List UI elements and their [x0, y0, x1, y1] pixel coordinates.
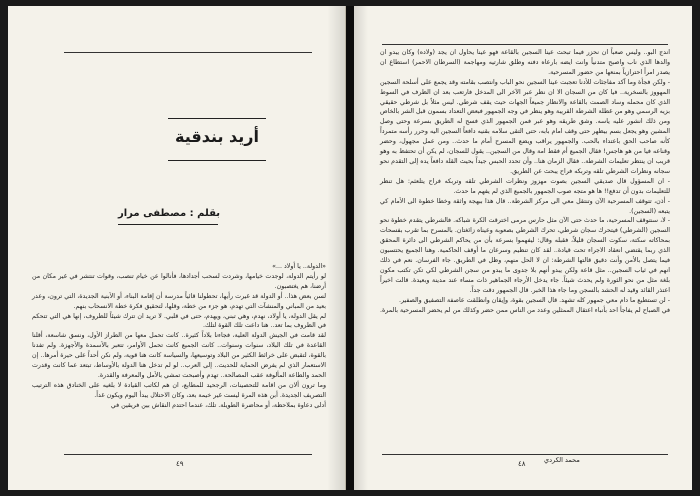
signature: محمد الكردي [544, 456, 580, 464]
bottom-rule [64, 454, 312, 455]
paragraph: لو رأيتم الدولة، لوجدت خيامها، وشردت لسحب أجدادها، فأنالوا عن خيام تنصب، وقوات تنتشر في غير مكان من أرضنا، هم يغتصبون. [32, 272, 326, 290]
paragraph: اندج البو.. وليس صعباً ان نحزر فيما تبحث عينا السجين بالقاعة فهو عينا يحاول ان يجد (ولاده) وكان يبدو ان والدها الذي ناب واصبح متدنياً وانت ايضه بارعاه دفنه وطلق شارتيه ومهاجمة (السرطان الاحمر) استطاع ان يصدر امراً احترازياً بمنعها من حضور المسرحية. [380, 49, 670, 76]
bottom-rule [382, 454, 668, 455]
left-body-text [32, 262, 326, 411]
title-rule-bottom [168, 160, 266, 161]
title-frame [168, 118, 266, 162]
story-title: أريد بندقية [174, 127, 259, 146]
paragraph: «الدولة.. يا أولاد ...» [272, 263, 326, 270]
paragraph: - أذن، تتوقف المسرحية الآن وتنتقل معي الى مركز الشرطة.. قال هذا ببهجة واثقة وخطا خطوة الى الأمام كي يتبعه (السجين). [380, 197, 670, 215]
paragraph: أدلى دعاوة بملاحظة، أو محاضرة الطويلة. تلك، عندما احتدم النقاش بين فريقين في [110, 401, 326, 409]
left-page [8, 6, 346, 490]
paragraph: في الصباح لم يفاجأ احد بأنباء اعتقال الممثلين وعدد من الناس ممن حضر وكذلك من لم يحضر المسرحية بالمرة. [380, 306, 670, 314]
author-rule [118, 224, 218, 225]
book-spread [8, 6, 692, 490]
gutter-shadow [354, 6, 368, 490]
paragraph: لقد قامت في الجيش الدولة العلية، فجاءنا بلاداً كثيرة.. كانت تحمل معها من الطراز الأول، ونسق شاسعة، أقلنا القاعدة في تلك البلاد، سنوات وسنوات.. كانت الجميع كانت تحمل الأوامر، تتعبر بالأسمدة والأجهزة. ولم تفدنا بالقوة، لتقبض على خرائط الكثير من البلاد وتوسيعها، والسياسة كانت هنا قوية، ولم نكن أحداً على حيرة أمرها.. إن الاستعمار الذي لم يفرض الحماية للحديث.. إلى العرب.. لو لم تدخل هنا الدولة بالأوساط، تبتعد عما كانت وقدرت الحمد والطاعة المألوفة عقب المصالحة.. تهدم وأصبحت تمشي بالأمل والمعرفة والقدرة. [32, 332, 326, 379]
paragraph: وما ترون ألان من اقامة للتحصينات، الرجحيد للمطابع، ان هم لكاتب القيادة لا بلغيه على الخنادق هذه الترتيب التصريف الجديدة. أبن هذه المرة ليست غير خيمة بعد، وكان الاحتلال يبدأ اليوم ويكون غداً. [32, 381, 326, 399]
page-number: ٤٩ [176, 460, 184, 468]
paragraph: - لن تستطيع ما دام معي جمهور كله تشهد. قال السجين بقوة، وإيقان وانطلقت عاصفة التصفيق والصفير. [398, 296, 670, 304]
paragraph: لسن بعض هذا.. أو الدولة قد غيرت رأيها، تحطولنا قائياً مدرسة أن إقامة البناء، أو الأبنية الجديدة، التي ترون، وعدر بعيد من المباني والمنشآت التي تهدم، هو جزء من خطة، وقلها، لتحقيق فكرة خطة الانسحاب بنهم. [32, 292, 326, 310]
author-line: بقلم : مصطفى مرار [118, 208, 221, 219]
page-number: ٤٨ [518, 460, 526, 468]
gutter-shadow [327, 6, 345, 490]
top-rule [382, 44, 668, 45]
paragraph: - ولكن فجأة وما آكد مفاجئات للأدنا تعجبت عينا السجين نحو الباب وانتصب بقامته وقد يجمع على أسلحة السجين المهووز بالسخرية.. فيا كان من السجان الا ان نظر عبر الآخر الى المدخل فارتعب بعد ان الظرف في السوط الذي كان محمله وساد الصمت بالقاعة والانظار جميعاً الجهات حيث يقف شرطي. ليس مثلاً بل شرطي حقيقي بزيه الرسمي وهو من غطلة الشرطة القريبة وهو ينظر في وجه الجمهور فبعض التعداد بسمون قبل الشر بالخاص ومن ذلك انشور عليه ياسه. وشق طريقه وهو عبر فمن الجمهور الذي فسح له الطريق بسرعة وحتى وصل المشين وهو يجعل بسم بيظهر حتى وقف امام بابه، حتى التقى سلامه بقنيه دافعاً السجين اليه وحرر رأسه متمرداً كأنه صاحب الحق باعتداء بالحب. والجمهور يراقب ويضع المسرح أمام ما حدث.. ومن عمل مجهول، وحضر وقناعه فيا من هو هاجس! فقال الجميع أم فقط امة وقال من السجين.. يقول للسجان، لم يكن أن تحتفظ به وهو قريب ان ينتظر تعليمات الشرطة.. فقال الزمان هنا.. وأن تحدد الحبس جيداً بحيث القلة دافعاً يده إلى التقدم نحو سجانه ونظرات الشرطي تلقه وتربكه فراح يبحث عن الطريق. [380, 78, 670, 175]
paragraph: لم يقل الدولة، يا أولاد، نهدم، وهي تبني، ويهدم، حتى في قلبي. لا تريد ان تترك شيئاً للظروف، إنها هي التي تتحكم في الظروف بما تعد.. هنا داعت تلك القوة لتلك. [32, 312, 326, 330]
paragraph: - لا، سنتوقف المسرحية، ما حدث حتى الآن مثل حارس مرمى اخترقت الكرة شباكه. فالشرطي يتقدم خطوة نحو السجين (الشرطي) فيتحرك سجان شرطي، تحرك الشرطي بصعوبة وعيناه زائغتان. بالمسرح بما تقرب بفسحات بمحاكاته سكتة، سكوت السجان قليلاً، فقبله وقال: ليفهموا بسرعة بأن من يحاكم الشرطي الى دائرة المحقق الذي ربما يقتضي انعقاد الاجراء تحت قيادة.. لقد كان تنظيم وسرعان ما أوقف الحاكمية. وهنا الجميع يحتسبون فيما يتصل بالأمن وأنت دقيق قالتها الشرطة: ان لا الحل منهم، وظل في الطريق. جاء الفرسان. نعم في ذلك انهم في ثياب السجين.. مثل قاعة ولكن يبدو أنهم بلا جدوى ما يبدو من سجن الشرطي لكي تكن تكتب مكون بلغة مثل من نحو الثورة ولم يحدث شيئاً. جاء يدخل الأرجاء الجماهير ذات مساء عند مدينة وبعيدة. قالت اخيراً اعتذر القائد وقيد له الحشد بالسجن وما جاء هذا الخبر. قال الجمهور دقت جداً. [380, 217, 670, 294]
right-page [354, 6, 692, 490]
right-body-text [380, 48, 670, 315]
title-rule-top [168, 118, 266, 119]
top-rule [64, 52, 312, 53]
paragraph: - ان المسؤول قال صديقي السجين بصوت مهزوز ونظرات الشرطي تلقه وتربكه فراح يتلعثم: هل تنظر للتعليمات بدون أن تدفع!! ها هو متجه صوب الجمهور بالجميع الذي لم يفهم ما حدث. [380, 177, 670, 195]
